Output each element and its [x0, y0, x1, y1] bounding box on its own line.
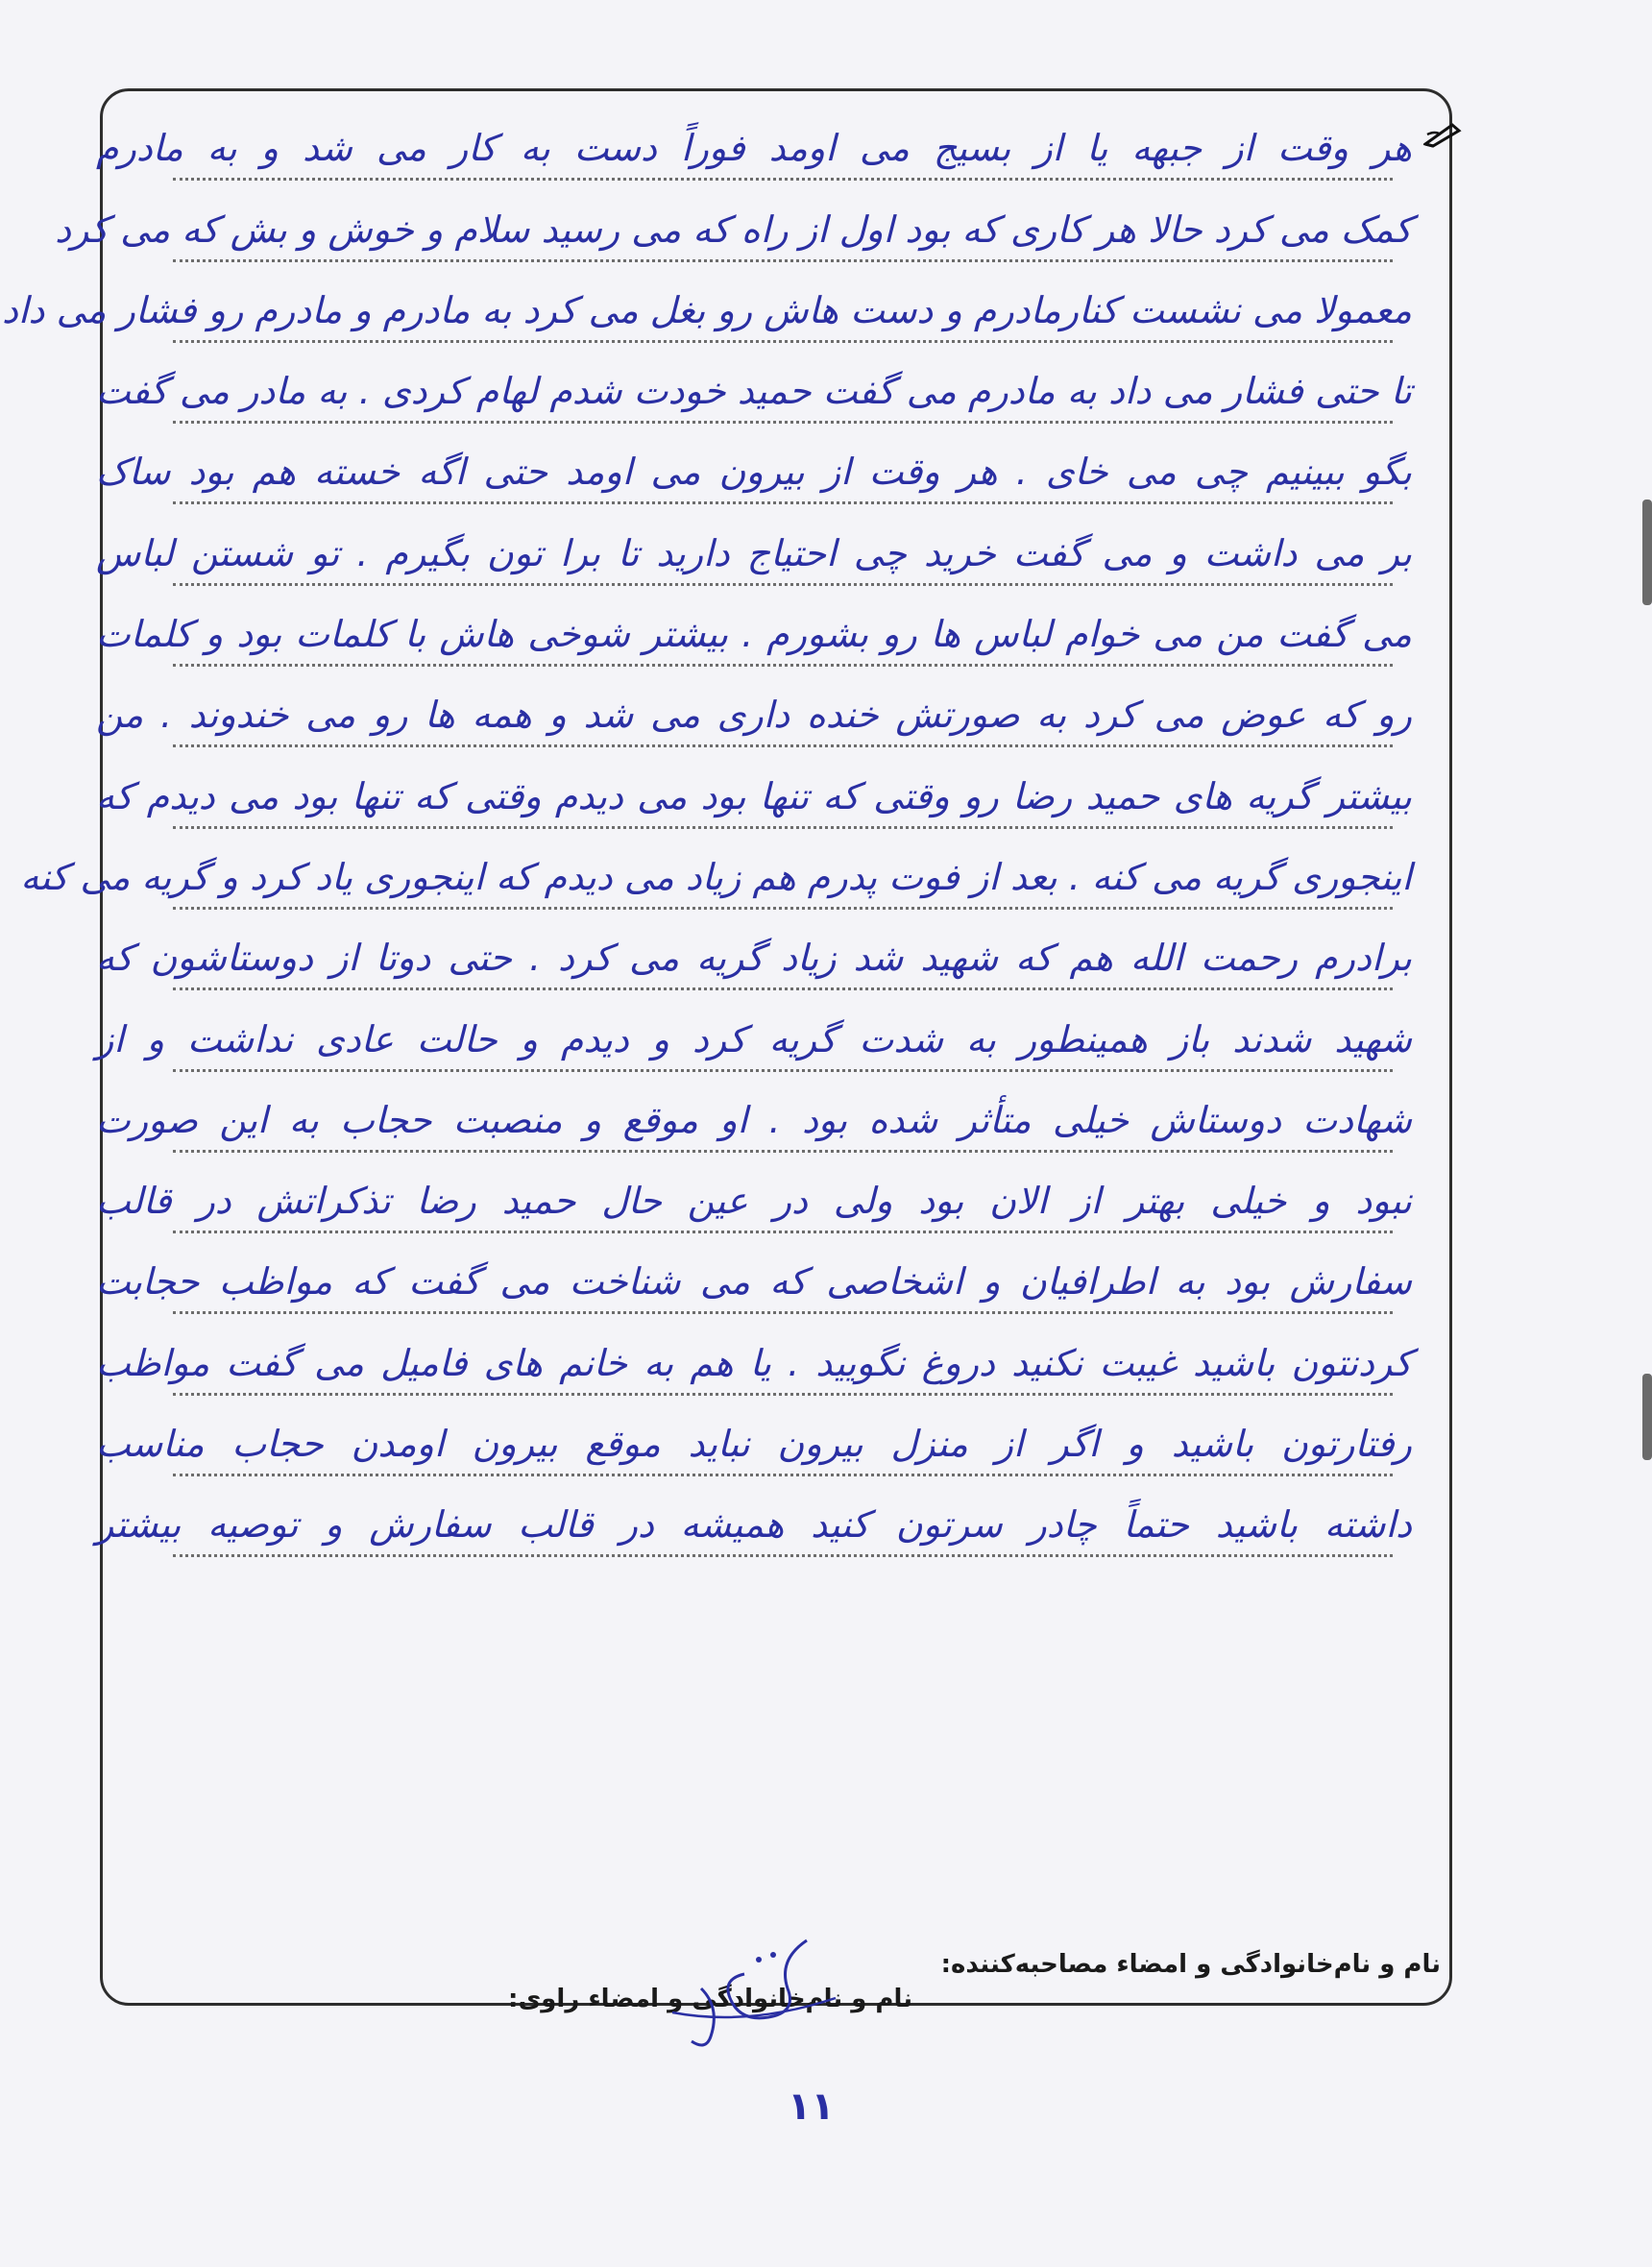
- text-line: [96, 998, 1450, 1079]
- page-number: ۱۱: [788, 2084, 835, 2129]
- text-line: [96, 1080, 1450, 1160]
- handwritten-line: شهادت دوستاش خیلی متأثر شده بود . او موقع و منصبت حجاب به این صورت: [96, 1098, 1412, 1141]
- signature-icon: [663, 1921, 845, 2056]
- binder-mark: [1642, 500, 1652, 605]
- text-line: [96, 1160, 1450, 1241]
- text-line: [1, 270, 1450, 351]
- handwritten-line: تا حتی فشار می داد به مادرم می گفت حمید خودت شدم لهام کردی . به مادر می گفت: [96, 370, 1412, 413]
- handwritten-line: بر می داشت و می گفت خرید چی احتیاج دارید تا برا تون بگیرم . تو شستن لباس: [96, 531, 1412, 574]
- text-line: [96, 755, 1450, 836]
- binder-mark: [1642, 1374, 1652, 1460]
- handwritten-line: می گفت من می خوام لباس ها رو بشورم . بیشتر شوخی هاش با کلمات بود و کلمات: [96, 613, 1412, 656]
- text-line: [96, 512, 1450, 593]
- handwritten-line: شهید شدند باز همینطور به شدت گریه کرد و دیدم و حالت عادی نداشت و از: [96, 1017, 1412, 1060]
- text-line: [96, 351, 1450, 431]
- text-line: [96, 594, 1450, 674]
- text-line: [96, 674, 1450, 755]
- handwritten-line: کردنتون باشید غیبت نکنید دروغ نگویید . یا هم به خانم های فامیل می گفت مواظب: [96, 1341, 1412, 1384]
- text-line: [96, 108, 1450, 188]
- text-line: [96, 431, 1450, 512]
- handwritten-line: هر وقت از جبهه یا از بسیج می اومد فوراً دست به کار می شد و به مادرم: [96, 127, 1412, 170]
- handwritten-text-body: [1, 108, 1450, 1565]
- text-line: [96, 1484, 1450, 1565]
- handwritten-line: بیشتر گریه های حمید رضا رو وقتی که تنها بود می دیدم وقتی که تنها بود می دیدم که: [96, 774, 1412, 817]
- handwritten-line: داشته باشید حتماً چادر سرتون کنید همیشه در قالب سفارش و توصیه بیشتر: [96, 1503, 1412, 1547]
- narrator-signature-label: نام و نام‌خانوادگی و امضاء راوی:: [508, 1985, 912, 2013]
- text-line: [96, 1241, 1450, 1322]
- handwritten-line: نبود و خیلی بهتر از الان بود ولی در عین حال حمید رضا تذکراتش در قالب: [96, 1180, 1412, 1223]
- text-line: [55, 188, 1450, 269]
- handwritten-line: کمک می کرد حالا هر کاری که بود اول از راه که می رسید سلام و خوش و بش که می کرد: [55, 207, 1412, 251]
- text-line: [96, 1403, 1450, 1484]
- handwritten-line: بگو ببینیم چی می خای . هر وقت از بیرون می اومد حتی اگه خسته هم بود ساک: [96, 451, 1412, 494]
- text-line: [20, 837, 1450, 917]
- handwritten-line: اینجوری گریه می کنه . بعد از فوت پدرم هم زیاد می دیدم که اینجوری یاد کرد و گریه می کنه: [20, 855, 1412, 898]
- handwritten-line: معمولا می نشست کنارمادرم و دست هاش رو بغل می کرد به مادرم و مادرم رو فشار می داد: [1, 288, 1412, 331]
- handwritten-line: برادرم رحمت الله هم که شهید شد زیاد گریه می کرد . حتی دوتا از دوستاشون که: [96, 937, 1412, 980]
- text-line: [96, 1322, 1450, 1402]
- text-line: [96, 917, 1450, 998]
- handwritten-line: سفارش بود به اطرافیان و اشخاصی که می شناخت می گفت که مواظب حجابت: [96, 1260, 1412, 1304]
- interviewer-signature-label: نام و نام‌خانوادگی و امضاء مصاحبه‌کننده:: [940, 1950, 1441, 1979]
- handwritten-line: رو که عوض می کرد به صورتش خنده داری می شد و همه ها رو می خندوند . من: [96, 694, 1412, 737]
- handwritten-line: رفتارتون باشید و اگر از منزل بیرون نباید موقع بیرون اومدن حجاب مناسب: [96, 1423, 1412, 1466]
